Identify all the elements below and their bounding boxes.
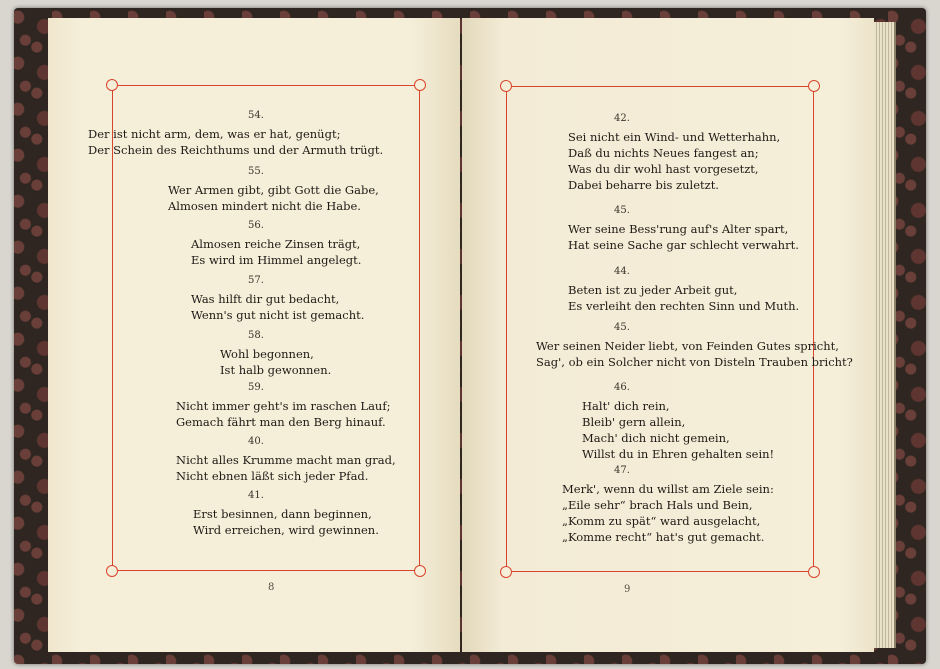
left-page-number: 8 [268,582,275,593]
poem-number: 47. [614,465,630,476]
poem-line: Almosen reiche Zinsen trägt, [191,237,361,251]
poem-line: Dabei beharre bis zuletzt. [568,178,719,192]
poem-line: Der ist nicht arm, dem, was er hat, genügt; [88,127,341,141]
poem-number: 56. [248,220,264,231]
poem-line: Was hilft dir gut bedacht, [191,292,340,306]
poem-block [48,108,460,158]
poem-line: Merk', wenn du willst am Ziele sein: [562,482,774,496]
right-page-number: 9 [624,584,631,595]
poem-line: Ist halb gewonnen. [220,363,332,377]
poem-block [462,320,874,370]
poem-block [48,434,460,484]
poem-line: Beten ist zu jeder Arbeit gut, [568,283,738,297]
poem-line: Sei nicht ein Wind- und Wetterhahn, [568,130,781,144]
poem-line: Wer Armen gibt, gibt Gott die Gabe, [168,183,379,197]
poem-line: Bleib' gern allein, [582,415,686,429]
poem-line: Nicht ebnen läßt sich jeder Pfad. [176,469,369,483]
poem-line: „Komm zu spät“ ward ausgelacht, [562,514,761,528]
poem-block [48,328,460,378]
poem-number: 46. [614,382,630,393]
poem-number: 54. [248,110,264,121]
poem-line: Mach' dich nicht gemein, [582,431,730,445]
poem-block [48,218,460,268]
poem-line: Was du dir wohl hast vorgesetzt, [568,162,759,176]
poem-line: Es wird im Himmel angelegt. [191,253,362,267]
poem-number: 45. [614,322,630,333]
poem-number: 57. [248,275,264,286]
poem-line: Hat seine Sache gar schlecht verwahrt. [568,238,799,252]
poem-number: 41. [248,490,264,501]
poem-block [48,273,460,323]
poem-line: Wird erreichen, wird gewinnen. [193,523,379,537]
poem-number: 58. [248,330,264,341]
poem-number: 42. [614,113,630,124]
poem-line: Daß du nichts Neues fangest an; [568,146,759,160]
poem-line: Erst besinnen, dann beginnen, [193,507,372,521]
poem-line: Wohl begonnen, [220,347,314,361]
poem-block [48,380,460,430]
left-page [48,18,460,652]
poem-line: Almosen mindert nicht die Habe. [168,199,361,213]
poem-number: 44. [614,266,630,277]
poem-number: 40. [248,436,264,447]
poem-line: Nicht immer geht's im raschen Lauf; [176,399,391,413]
poem-number: 55. [248,166,264,177]
poem-line: Es verleiht den rechten Sinn und Muth. [568,299,800,313]
page-edges [874,22,896,648]
poem-number: 45. [614,205,630,216]
poem-line: Gemach fährt man den Berg hinauf. [176,415,386,429]
poem-line: Der Schein des Reichthums und der Armuth trügt. [88,143,384,157]
right-page [462,18,874,652]
poem-line: Willst du in Ehren gehalten sein! [582,447,775,461]
poem-block [462,264,874,314]
poem-line: Wer seine Bess'rung auf's Alter spart, [568,222,789,236]
poem-block [462,463,874,545]
poem-line: Sag', ob ein Solcher nicht von Disteln Trauben bricht? [536,355,853,369]
poem-block [462,111,874,193]
poem-line: „Eile sehr“ brach Hals und Bein, [562,498,753,512]
poem-block [462,203,874,253]
poem-line: Wer seinen Neider liebt, von Feinden Gutes spricht, [536,339,839,353]
poem-block [48,164,460,214]
poem-block [48,488,460,538]
poem-line: „Komme recht“ hat's gut gemacht. [562,530,765,544]
poem-block [462,380,874,462]
poem-number: 59. [248,382,264,393]
poem-line: Wenn's gut nicht ist gemacht. [191,308,365,322]
poem-line: Halt' dich rein, [582,399,670,413]
poem-line: Nicht alles Krumme macht man grad, [176,453,396,467]
